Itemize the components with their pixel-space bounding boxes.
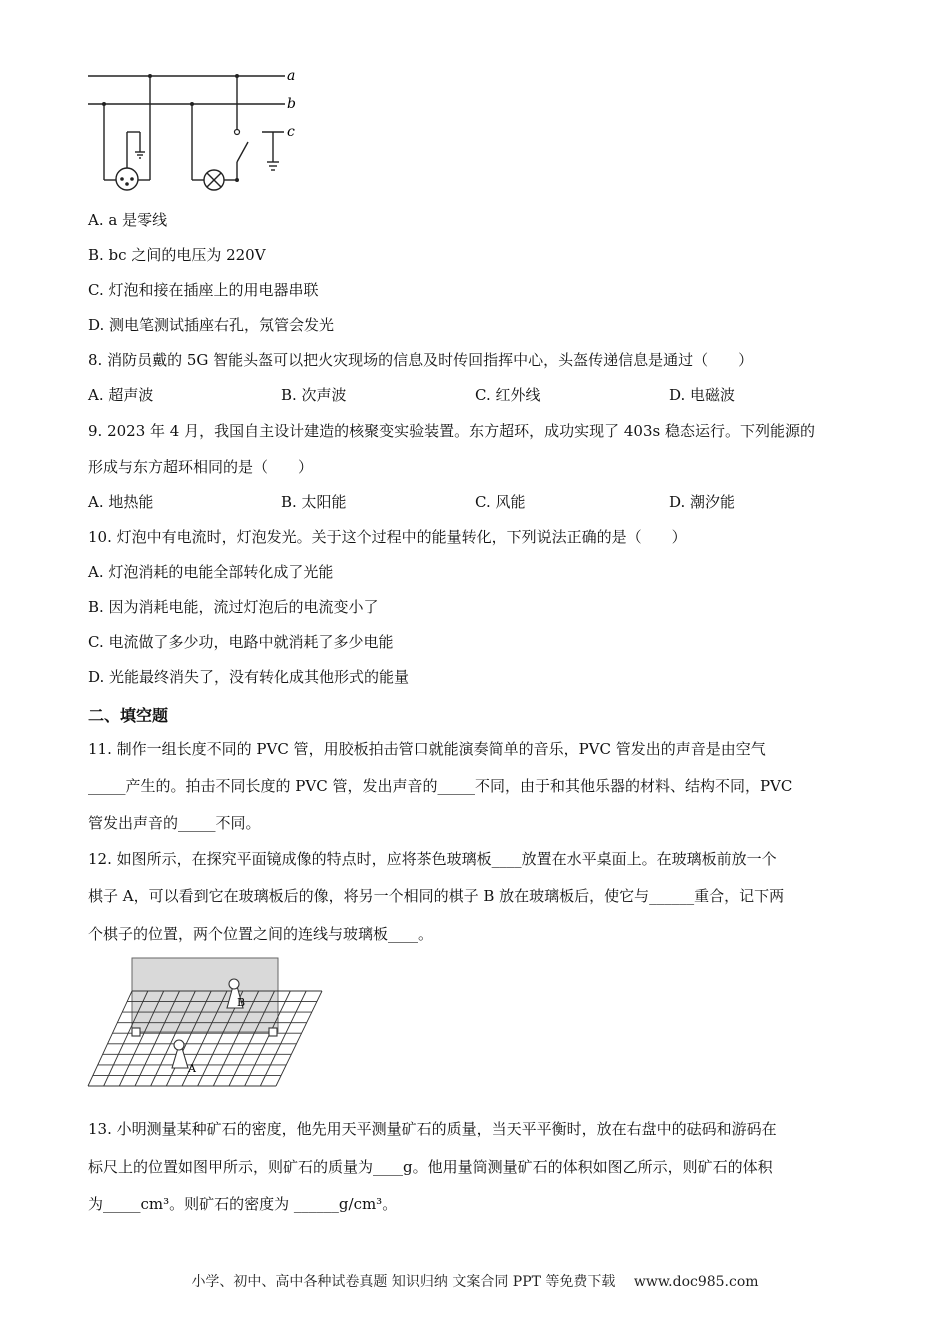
q10-option-d: D. 光能最终消失了，没有转化成其他形式的能量	[88, 668, 410, 686]
q9-option-a: A. 地热能	[88, 493, 154, 511]
circuit-label-c: c	[287, 124, 295, 140]
q13-line-2: 标尺上的位置如图甲所示，则矿石的质量为____g。他用量筒测量矿石的体积如图乙所示，则矿石的体积	[88, 1158, 773, 1176]
q8-option-d: D. 电磁波	[669, 386, 736, 404]
q9-option-c: C. 风能	[475, 493, 526, 511]
q8-stem: 8. 消防员戴的 5G 智能头盔可以把火灾现场的信息及时传回指挥中心，头盔传递信息是通过（ ）	[88, 351, 754, 369]
q12-line-2: 棋子 A，可以看到它在玻璃板后的像，将另一个相同的棋子 B 放在玻璃板后，使它与______重合，记下两	[88, 887, 785, 905]
q13-line-3: 为_____cm³。则矿石的密度为 ______g/cm³。	[88, 1195, 398, 1213]
q8-option-a: A. 超声波	[88, 386, 154, 404]
q11-line-3: 管发出声音的_____不同。	[88, 814, 261, 832]
q8-option-c: C. 红外线	[475, 386, 541, 404]
chess-piece-b-label: B	[237, 996, 246, 1009]
page-footer: 小学、初中、高中各种试卷真题 知识归纳 文案合同 PPT 等免费下载 www.doc985.com	[191, 1274, 759, 1290]
q9-option-d: D. 潮汐能	[669, 493, 736, 511]
circuit-label-a: a	[287, 68, 296, 84]
q10-option-b: B. 因为消耗电能，流过灯泡后的电流变小了	[88, 598, 379, 616]
q12-line-1: 12. 如图所示，在探究平面镜成像的特点时，应将茶色玻璃板____放置在水平桌面上。在玻璃板前放一个	[88, 850, 777, 868]
circuit-diagram	[80, 62, 310, 192]
q7-option-c: C. 灯泡和接在插座上的用电器串联	[88, 281, 319, 299]
q8-option-b: B. 次声波	[281, 386, 347, 404]
q7-option-a: A. a 是零线	[88, 211, 168, 229]
q13-line-1: 13. 小明测量某种矿石的密度，他先用天平测量矿石的质量，当天平平衡时，放在右盘中的砝码和游码在	[88, 1120, 777, 1138]
q11-line-1: 11. 制作一组长度不同的 PVC 管，用胶板拍击管口就能演奏简单的音乐，PVC 管发出的声音是由空气	[88, 740, 766, 758]
q12-line-3: 个棋子的位置，两个位置之间的连线与玻璃板____。	[88, 925, 434, 943]
q9-option-b: B. 太阳能	[281, 493, 347, 511]
q10-option-c: C. 电流做了多少功，电路中就消耗了多少电能	[88, 633, 394, 651]
q9-stem-line-1: 9. 2023 年 4 月，我国自主设计建造的核聚变实验装置。东方超环，成功实现了 403s 稳态运行。下列能源的	[88, 422, 815, 440]
q10-stem: 10. 灯泡中有电流时，灯泡发光。关于这个过程中的能量转化，下列说法正确的是（ ）	[88, 528, 687, 546]
section-title-fill-in: 二、填空题	[88, 706, 169, 725]
q7-option-d: D. 测电笔测试插座右孔，氖管会发光	[88, 316, 335, 334]
plane-mirror-figure	[86, 956, 326, 1091]
chess-piece-a-label: A	[188, 1062, 196, 1075]
q10-option-a: A. 灯泡消耗的电能全部转化成了光能	[88, 563, 334, 581]
circuit-label-b: b	[287, 96, 296, 112]
q11-line-2: _____产生的。拍击不同长度的 PVC 管，发出声音的_____不同，由于和其他乐器的材料、结构不同，PVC	[88, 777, 793, 795]
q9-stem-line-2: 形成与东方超环相同的是（ ）	[88, 458, 314, 476]
q7-option-b: B. bc 之间的电压为 220V	[88, 246, 266, 264]
